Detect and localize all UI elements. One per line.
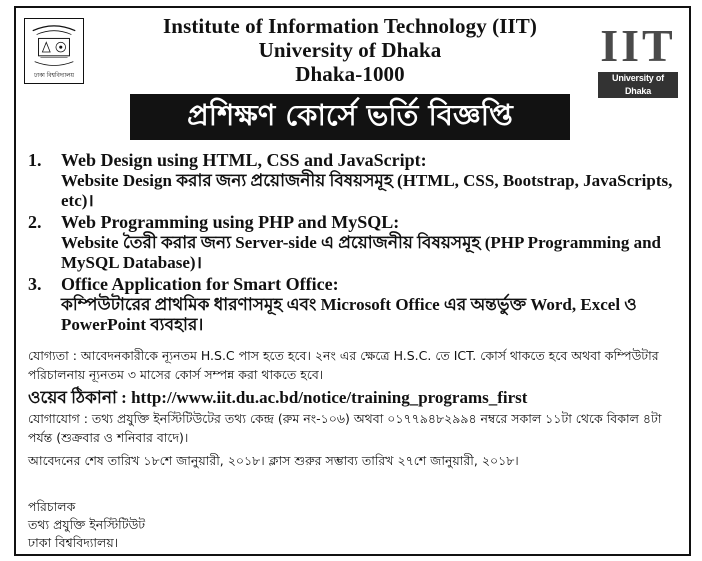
- course-title: Web Design using HTML, CSS and JavaScript:: [61, 150, 427, 170]
- course-number: 3.: [28, 274, 42, 294]
- course-description: কম্পিউটারের প্রাথমিক ধারণাসমূহ এবং Microsoft Office এর অন্তর্ভুক্ত Word, Excel ও PowerPoint ব্যবহার।: [61, 295, 637, 334]
- course-number: 1.: [28, 150, 42, 170]
- signature-institute: তথ্য প্রযুক্তি ইনস্টিটিউট: [28, 517, 146, 532]
- contact-text: যোগাযোগ : তথ্য প্রযুক্তি ইনস্টিটিউটের তথ্য কেন্দ্র (রুম নং-১০৬) অথবা ০১৭৭৯৪৮২৯৯৪ নম্বরে সকাল ১১টা থেকে বিকাল ৪টা পর্যন্ত (শুক্রবার ও শনিবার বাদে)।: [28, 411, 662, 445]
- university-name: University of Dhaka: [258, 38, 442, 62]
- notice-banner: [130, 94, 570, 140]
- web-address-text: ওয়েব ঠিকানা : http://www.iit.du.ac.bd/notice/training_programs_first: [28, 388, 528, 407]
- dhaka-university-logo: [24, 18, 84, 84]
- iit-logo-subtext: University of Dhaka: [598, 72, 678, 98]
- signature-university: ঢাকা বিশ্ববিদ্যালয়।: [28, 535, 119, 550]
- iit-logo: [598, 20, 678, 96]
- institute-name: Institute of Information Technology (IIT): [163, 14, 537, 38]
- du-logo-caption: ঢাকা বিশ্ববিদ্যালয়: [34, 73, 74, 80]
- course-item: [28, 212, 678, 273]
- city-name: Dhaka-1000: [295, 62, 405, 86]
- course-item: [28, 274, 678, 335]
- course-description: Website তৈরী করার জন্য Server-side এ প্রয়োজনীয় বিষয়সমূহ (PHP Programming and MySQL Database)।: [61, 233, 662, 272]
- course-description: Website Design করার জন্য প্রয়োজনীয় বিষয়সমূহ (HTML, CSS, Bootstrap, JavaScripts, etc)।: [61, 171, 673, 210]
- qualification-text: যোগ্যতা : আবেদনকারীকে ন্যূনতম H.S.C পাস হতে হবে। ২নং এর ক্ষেত্রে H.S.C. তে ICT. কোর্স থাকতে হবে অথবা কম্পিউটার পরিচালনায় ন্যূনতম ৩ মাসের কোর্স সম্পন্ন করা থাকতে হবে।: [28, 348, 659, 382]
- notice-info: [28, 346, 680, 474]
- course-list: [28, 150, 678, 336]
- course-number: 2.: [28, 212, 42, 232]
- course-title: Web Programming using PHP and MySQL:: [61, 212, 400, 232]
- banner-title: প্রশিক্ষণ কোর্সে ভর্তি বিজ্ঞপ্তি: [187, 97, 513, 132]
- signature-block: [28, 498, 328, 552]
- course-title: Office Application for Smart Office:: [61, 274, 339, 294]
- signature-title: পরিচালক: [28, 499, 76, 514]
- header-title-block: [100, 14, 600, 86]
- deadline-text: আবেদনের শেষ তারিখ ১৮শে জানুয়ারী, ২০১৮। ক্লাস শুরুর সম্ভাব্য তারিখ ২৭শে জানুয়ারী, ২০১৮।: [28, 453, 519, 468]
- iit-logo-text: IIT: [600, 20, 676, 71]
- course-item: [28, 150, 678, 211]
- dhaka-university-emblem-icon: [25, 19, 83, 83]
